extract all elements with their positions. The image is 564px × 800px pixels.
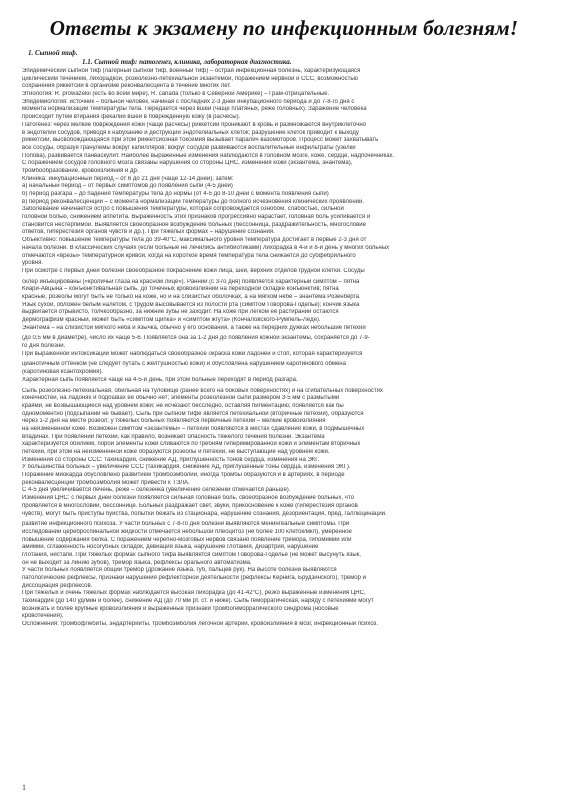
text-line: тахикардия (до 140 уд/мин и более), снижение АД (до 70 мм рт. ст. и ниже). Сыпь геморрагическая, наряду с петехиями могут xyxy=(22,598,374,605)
text-line: происходит путем втирания фекалий вшей в поврежденную кожу (в расчесы). xyxy=(22,114,241,121)
text-line: момента нормализации температуры тела. Передается через вшей (чаще платяных, реже головных). Заражение человека xyxy=(22,106,367,113)
text-line: краями, не возвышающиеся над уровнем кожи; не исчезают бесследно, оставляя пигментацию; появляется как бы xyxy=(22,402,344,409)
text-line: Поражение миокарда обусловлено развитием тромбоэмболии, иногда тромбы образуются и в артериях, в периоде xyxy=(22,472,345,479)
text-line: Осложнения: тромбофлебиты, эндартерииты, тромбоэмболия легочной артерии, кровоизлияния в мозг, инфекционный психоз. xyxy=(22,621,379,628)
text-line: конечностей, на ладонях и подошвах её обычно нет; элементы розеолезной сыпи размером 3-5 мм с размытыми xyxy=(22,395,340,402)
text-line: Объективно: повышение температуры тела до 39-40°С, максимального уровня температура достигает в первые 2-3 дня от xyxy=(22,237,367,244)
text-line: на неизмененной коже. Возможен симптом «экзантемы» – петехии появляются в местах сдавления кожи, в подмышечных xyxy=(22,425,365,432)
text-line: Заболевание начинается остро с повышения температуры, которая сопровождается ознобом, слабостью, сильной xyxy=(22,206,344,213)
text-line: Энантема – на слизистой мягкого неба и язычка, обычно у его основания, а также на передних дужках небольшие петехии xyxy=(22,324,366,331)
section-heading: 1. Сыпной тиф. xyxy=(28,49,78,57)
text-line: б) период разгара – до падения температуры тела до нормы (от 4-5 до 8-10 дней с момента появления сыпи) xyxy=(22,191,329,197)
text-line: глотания, нистагм. При тяжелых формах сыпного тифа выявляется симптом Говорова-Годелье (не может высунуть язык, xyxy=(22,551,361,558)
text-line: Изменения со стороны ССС: тахикардия, снижение АД, приглушенность тонов сердца, изменения на ЭКГ. xyxy=(22,456,320,463)
text-line: кровотечения). xyxy=(22,613,64,620)
text-line: отмечаются «врезы» температурной кривой, когда на короткое время температура тела снижается до субфебрильного xyxy=(22,252,356,259)
text-line: проявляется в многословии, бессоннице. Больных раздражает свет, звуки, прикосновение к коже (гиперестезия органов xyxy=(22,502,358,509)
text-line: характеризуется обилием, порой элементы кожи сливаются по гребням гиперемированной кожи и элементам вторичных xyxy=(22,441,361,448)
text-line: реконвалесценции тромбоэмболия может привести к ТЭЛА. xyxy=(22,479,190,486)
text-line: Эпидемический сыпной тиф (лагерный сыпной тиф, военный тиф) – острая инфекционная болезнь, характеризующаяся xyxy=(22,68,361,74)
text-line: Киари-Авцына – конъюнктивальная сыпь, до точечных кровоизлияний на переходной складке конъюнктив; пятна xyxy=(22,286,339,293)
text-line: начала болезни. В классических случаях (если больные не лечились антибиотиками) лихорадка в 4-й и 8-й день у многих больных xyxy=(22,244,390,251)
text-line: уровня. xyxy=(22,260,44,267)
text-line: в эндотелии сосудов, приводя к набуханию и деструкции эндотелиальных клеток; разрушение клеток приводит к выходу xyxy=(22,129,359,136)
text-line: в) период реконвалесценции – с момента нормализации температуры до полного исчезновения клинических проявлений. xyxy=(22,198,365,205)
text-line: развитие инфекционного психоза. У части больных с 7-8-го дня болезни выявляются менингеальные симптомы. При xyxy=(22,521,350,528)
text-line: При осмотре с первых дней болезни своеобразное покраснение кожи лица, шеи, верхних отделов грудной клетки. Сосуды xyxy=(22,267,365,274)
body-text xyxy=(22,68,546,629)
text-line: исследовании цереброспинальной жидкости отмечается небольшой плеоцитоз (не более 100 клеток/мкл), умеренное xyxy=(22,528,352,535)
text-line: При тяжелых и очень тяжелых формах наблюдается высокая лихорадка (до 41-42°С), резко выраженные изменения ЦНС, xyxy=(22,590,366,597)
text-line: патологические рефлексы, признаки нарушения рефлекторной деятельности (рефлексы Кернига, Брудзинского), тремор и xyxy=(22,575,366,581)
text-line: риккетсий, высвобождающаяся при этом риккетсиозная токсемия вызывает паралич вазомоторов. Процесс может захватывать xyxy=(22,137,379,144)
text-line: через 1-2 дня на месте розеол; у тяжелых больных появляются первичные петехии – мелкие кровоизлияния xyxy=(22,418,326,425)
text-line: го дня болезни. xyxy=(22,343,66,350)
text-line: Попова), развивается панваскулит. Наиболее выраженные изменения наблюдаются в головном мозге, коже, сердце, надпочечниках. xyxy=(22,152,395,159)
text-line: цианотичным оттенком (не следует путать с желтушностью кожи) и обусловлена нарушением каротинового обмена xyxy=(22,361,346,368)
text-line: Клиника: инкубационный период – от 6 до 21 дня (чаще 12-14 дней), затем: xyxy=(22,175,234,182)
text-line: циклическим течением, лихорадкой, розеолезно-петехиальной экзантемой, поражением нервной и ССС, возможностью xyxy=(22,75,359,82)
text-line: петехий, при этом на неизмененной коже образуются розеолы и петехии, не выступающие над уровнем кожи. xyxy=(22,449,330,455)
text-line: впадинах. При появлении петехий, как правило, возникает опасность тяжелого течения болезни. Экзантема xyxy=(22,433,325,440)
text-line: При выраженной интоксикации может наблюдаться своеобразное окраска кожи ладоней и стоп, которая характеризуется xyxy=(22,350,363,357)
text-line: головной болью, снижением аппетита. Выраженность этих признаков прогрессивно нарастает, головная боль усиливается и xyxy=(22,214,371,221)
text-line: возникать и более крупные кровоизлияния и выраженные признаки тромбогеморрагического синдрома (носовые xyxy=(22,605,339,612)
text-line: сохранения риккетсий в организме реконвалесцента в течение многих лет. xyxy=(22,83,232,90)
text-line: Изменения ЦНС: с первых дней болезни появляется сильная головная боль, своеобразное возбуждение больных, что xyxy=(22,495,354,502)
text-line: повышение содержания белка. С поражением черепно-мозговых нервов связано появление тремора, гипомимии или xyxy=(22,536,352,543)
text-line: Язык сухой, обложен белым налетом, с трудом высовывается из полости рта (симптом Говорова-Годелье); кончик языка xyxy=(22,301,360,308)
text-line: С поражением сосудов головного мозга связаны нарушения со стороны ЦНС, изменения кожи (экзантема, энантема), xyxy=(22,160,353,167)
text-line: тромбообразование, кровоизлияния и др. xyxy=(22,167,139,174)
text-line: (каротиновая ксантохромия). xyxy=(22,369,104,376)
text-line: чувств), могут быть приступы буйства, попытки бежать из стационара, нарушение сознания, дезориентация, бред, галлюцинации. xyxy=(22,510,387,517)
page-number: 1 xyxy=(22,783,26,792)
text-line: Этиология: R. prowazekii (есть во всем мире), R. canada (только в Северной Америке) – Грам-отрицательные. xyxy=(22,91,330,98)
text-line: Характерная сыпь появляется чаще на 4-5-й день, при этом больные переходят в период разгара. xyxy=(22,376,298,383)
text-line: амимии, сглаженность носогубных складок, девиация языка, нарушение глотания, дизартрия, нарушение xyxy=(22,544,319,551)
text-line: красные, розеолы могут быть не только на коже, но и на слизистых оболочках, а на мягком небе – энантема Розенберга. xyxy=(22,293,361,300)
text-line: а) начальный период – от первых симптомов до появления сыпи (4-5 дней) xyxy=(22,183,233,190)
text-line: Патогенез: через мелкие повреждения кожи (чаще расчесы) риккетсии проникают в кровь и размножаются внутриклеточно xyxy=(22,121,367,128)
text-line: У большинства больных – увеличение ССС (тахикардия, снижение АД, приглушенные тоны сердца, изменения ЭКГ). xyxy=(22,464,351,471)
text-line: С 4-5 дня увеличивается печень, реже – селезенка (увеличение селезенки отмечается раньше). xyxy=(22,487,291,494)
text-line: выдвигается отрывисто, толчкообразно, за нижние зубы не заходит. На коже при легком её растирании остаются xyxy=(22,309,339,316)
text-line: Эпидемиология: источник – больной человек, начиная с последних 2-3 дней инкубационного периода и до 7-8-го дня с xyxy=(22,98,355,105)
text-line: одномоментно (подсыпаний не бывает). Сыпь при сыпном тифе является петехиальной (вторичные петехии), образуются xyxy=(22,410,364,417)
text-line: дермографизм красный, может быть «симптом щипка» и «симптом жгута» (Кончаловского-Румпель-Леде). xyxy=(22,317,321,323)
text-line: Сыпь розеолезно-петехиальная, обильная на туловище (ранее всего на боковых поверхностях) и на сгибательных поверхностях xyxy=(22,387,383,394)
text-line: У части больных появляется общий тремор (дрожание языка, губ, пальцев рук). На высоте болезни выявляются xyxy=(22,567,337,574)
subsection-heading: 1.1. Сыпной тиф: патогенез, клиника, лабораторная диагностика. xyxy=(82,58,292,66)
text-line: (до 0,5 мм в диаметре), число их чаще 5-6. Появляется она за 1-2 дня до появления кожной экзантемы, сохраняется до 7-9- xyxy=(22,335,370,342)
text-line: все сосуды, образуя гранулемы вокруг капилляров; вокруг сосудов развиваются воспалительные инфильтраты (узелки xyxy=(22,144,356,151)
text-line: становится нестерпимой. Выявляется своеобразное возбуждение больных (бессонница, раздражительность, многословие xyxy=(22,221,366,228)
text-line: диссоциация рефлексов. xyxy=(22,582,93,589)
document-title: Ответы к экзамену по инфекционным болезням! xyxy=(49,16,519,40)
text-line: он не выходит за линию зубов), тремор языка, рефлексы орального автоматизма. xyxy=(22,559,252,566)
text-line: ответов, гиперестезия органов чувств и др.). При тяжелых формах – нарушение сознания. xyxy=(22,229,275,236)
text-line: склер инъецированы («кроличьи глаза на красном лице»). Ранний (с 3-го дня) появляется характерный симптом – пятна xyxy=(22,278,360,285)
